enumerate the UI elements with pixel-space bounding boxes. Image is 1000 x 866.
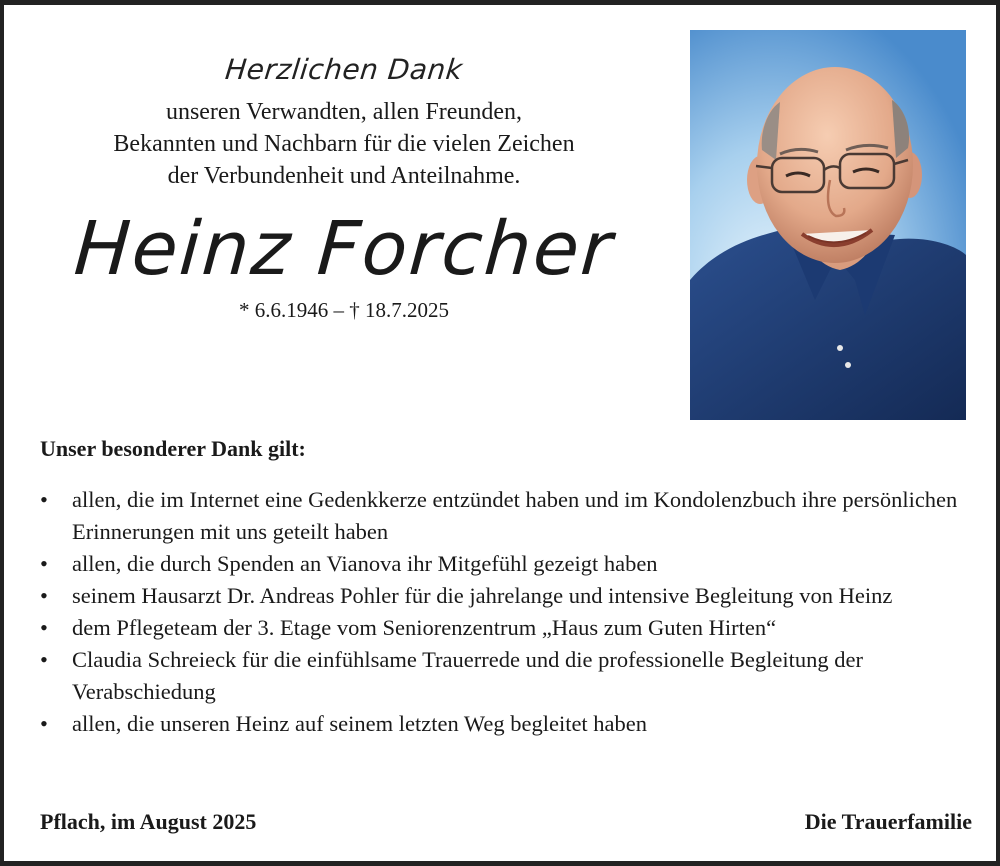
bullet: • [40,711,48,736]
thanks-line-1: unseren Verwandten, allen Freunden, [165,99,523,125]
bullet: • [40,551,48,576]
life-dates: * 6.6.1946 – † 18.7.2025 [239,298,449,322]
thanks-list [40,484,970,740]
bullet: • [40,487,48,512]
list-item-text: allen, die im Internet eine Gedenkkerze entzündet haben und im Kondolenzbuch ihre persönlichen Erinnerungen mit uns geteilt haben [72,487,958,544]
bullet: • [40,583,48,608]
family-signature: Die Trauerfamilie [804,809,972,834]
list-item [40,644,970,708]
list-item [40,548,970,580]
list-item-text: Claudia Schreieck für die einfühlsame Trauerrede und die professionelle Begleitung der Verabschiedung [72,647,864,704]
bullet: • [40,615,48,640]
greeting: Herzlichen Dank [223,53,465,86]
bullet: • [40,647,48,672]
portrait-image [690,30,966,420]
list-item-text: dem Pflegeteam der 3. Etage vom Seniorenzentrum „Haus zum Guten Hirten“ [72,615,777,640]
place-date: Pflach, im August 2025 [40,809,257,834]
portrait-photo [690,30,966,420]
thanks-line-2: Bekannten und Nachbarn für die vielen Zeichen [113,131,575,157]
list-item-text: allen, die unseren Heinz auf seinem letzten Weg begleitet haben [72,711,648,736]
list-item [40,708,970,740]
header-block [44,53,644,323]
list-item-text: seinem Hausarzt Dr. Andreas Pohler für die jahrelange und intensive Begleitung von Heinz [72,583,893,608]
list-item [40,612,970,644]
list-item [40,484,970,548]
list-item-text: allen, die durch Spenden an Vianova ihr Mitgefühl gezeigt haben [72,551,658,576]
thanks-line-3: der Verbundenheit und Anteilnahme. [167,163,521,189]
special-thanks-heading: Unser besonderer Dank gilt: [40,436,306,461]
list-item [40,580,970,612]
deceased-name: Heinz Forcher [71,206,617,292]
